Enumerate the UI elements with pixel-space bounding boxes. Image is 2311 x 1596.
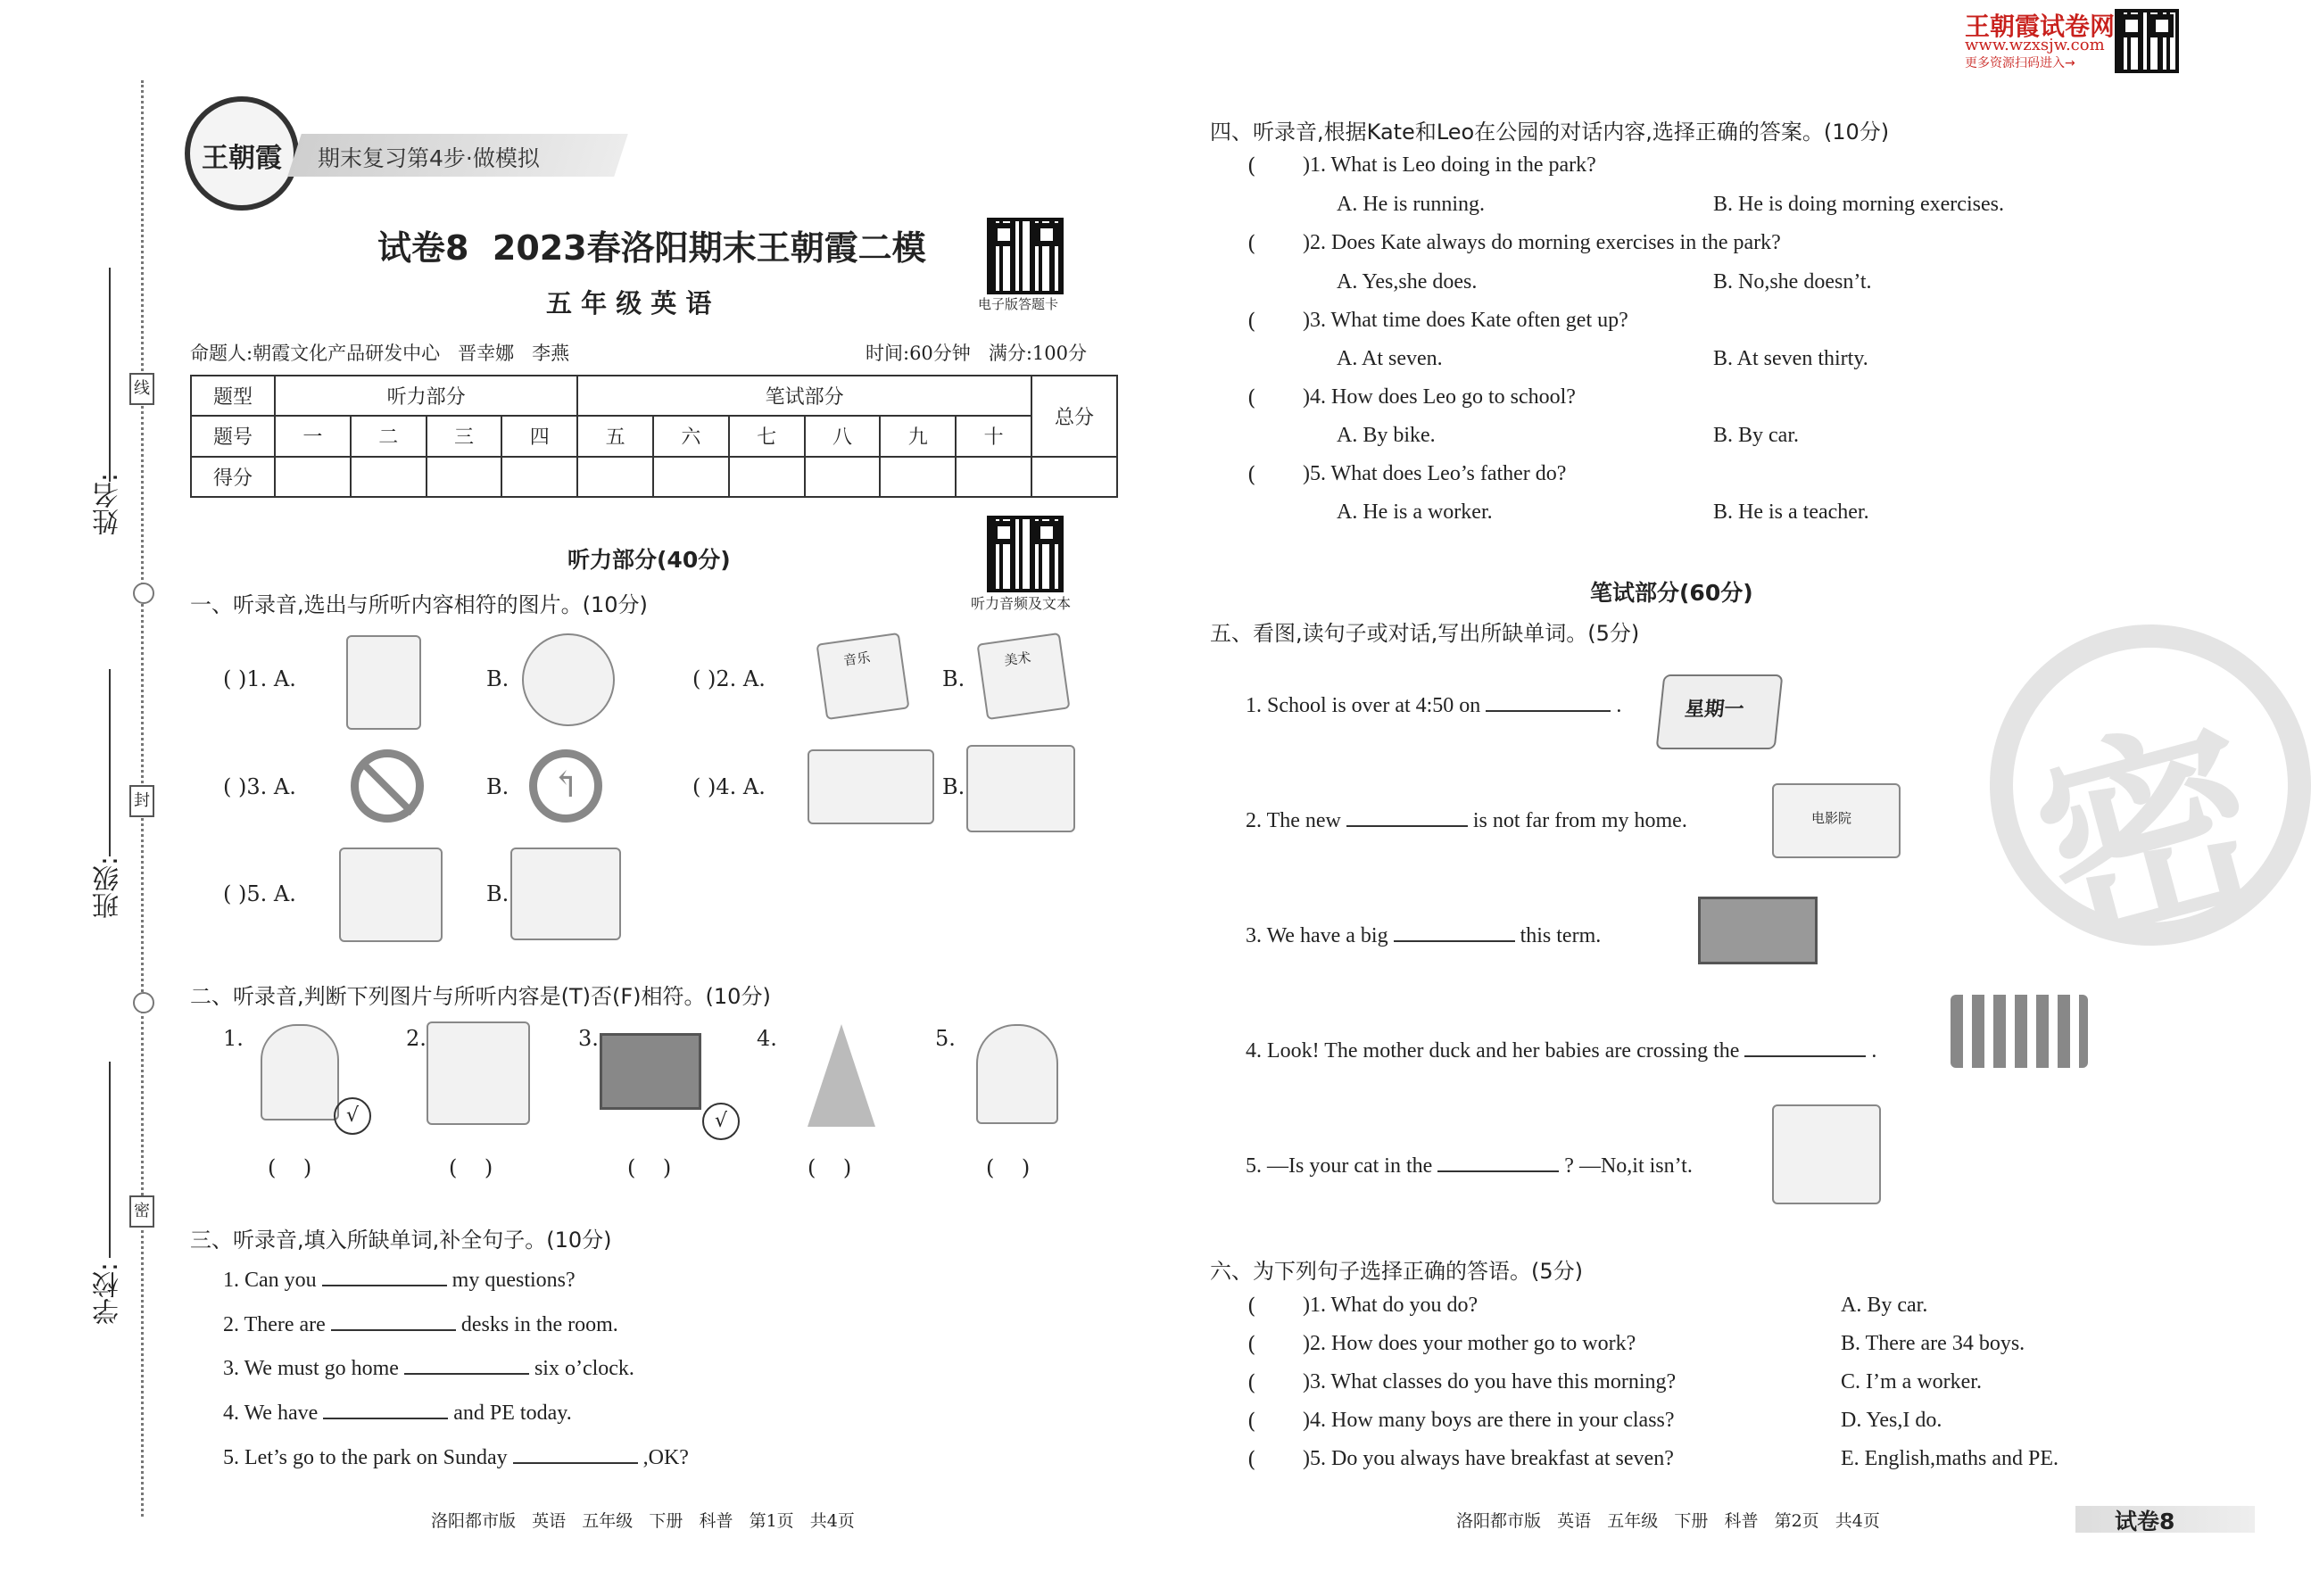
margin-box-char-3: 密 — [129, 1195, 154, 1228]
section4-title: 四、听录音,根据Kate和Leo在公园的对话内容,选择正确的答案。(10分) — [1210, 120, 1890, 145]
s3-line-4-end: and PE today. — [453, 1402, 572, 1425]
s5-line-4-start: 4. Look! The mother duck and her babies are crossing the — [1246, 1039, 1740, 1063]
score-table-number: 八 — [805, 416, 881, 456]
turn-left-sign-icon: ↰ — [529, 749, 602, 823]
score-cell[interactable] — [880, 457, 956, 497]
s6-open-paren-5: ( — [1247, 1447, 1256, 1472]
s4-option-2b: B. No,she doesn’t. — [1713, 270, 1872, 294]
s2-check-mark-3: √ — [702, 1103, 740, 1140]
school-building-picture — [808, 749, 934, 824]
site-hint: 更多资源扫码进入→ — [1965, 56, 2075, 70]
s4-option-1a: A. He is running. — [1337, 193, 1485, 216]
eiffel-tower-picture — [808, 1024, 875, 1127]
girl-cooking-picture — [427, 1021, 530, 1125]
blackboard-picture — [1698, 897, 1818, 964]
s4-option-3a: A. At seven. — [1337, 347, 1443, 370]
s4-option-4b: B. By car. — [1713, 424, 1799, 447]
s5-line-2 — [1246, 809, 1687, 833]
seal-watermark-char: 密 — [2014, 689, 2286, 986]
s6-answer-a: A. By car. — [1841, 1294, 1928, 1317]
cinema-text: 电影院 — [1811, 810, 1852, 826]
music-book-picture — [816, 633, 909, 720]
audio-qr-label: 听力音频及文本 — [971, 595, 1072, 612]
listening-heading: 听力部分(40分) — [567, 547, 731, 573]
hospital-building-picture — [966, 745, 1075, 832]
s5-line-1-start: 1. School is over at 4:50 on — [1246, 694, 1481, 717]
s3-line-2-end: desks in the room. — [460, 1313, 618, 1336]
s2-check-mark-1: √ — [334, 1097, 371, 1135]
section6-title: 六、为下列句子选择正确的答语。(5分) — [1210, 1259, 1583, 1284]
s4-open-paren-5: ( — [1247, 462, 1256, 487]
class-line — [109, 669, 111, 856]
s3-line-5-start: 5. Let’s go to the park on Sunday — [223, 1446, 508, 1469]
site-qr-code[interactable] — [2115, 9, 2179, 73]
s5-line-2-start: 2. The new — [1246, 809, 1341, 832]
footer-right: 洛阳都市版 英语 五年级 下册 科普 第2页 共4页 — [1456, 1511, 1880, 1531]
s1-item2-b: B. — [942, 666, 965, 691]
s4-question-3: )3. What time does Kate often get up? — [1303, 309, 1628, 332]
footer-left: 洛阳都市版 英语 五年级 下册 科普 第1页 共4页 — [431, 1511, 855, 1531]
section5-title: 五、看图,读句子或对话,写出所缺单词。(5分) — [1210, 621, 1640, 646]
cycling-boy-picture — [522, 633, 615, 726]
writing-heading: 笔试部分(60分) — [1590, 580, 1753, 606]
score-cell[interactable] — [501, 457, 577, 497]
walking-man-picture — [346, 635, 421, 730]
authors-line: 命题人:朝霞文化产品研发中心 晋幸娜 李燕 — [190, 343, 570, 364]
score-table-header-total: 总分 — [1031, 376, 1117, 457]
s4-option-3b: B. At seven thirty. — [1713, 347, 1868, 370]
s1-item4-a: ( )4. A. — [692, 774, 766, 799]
page-subtitle: 五 年 级 英 语 — [546, 288, 712, 318]
s4-option-1b: B. He is doing morning exercises. — [1713, 193, 2004, 216]
seal-watermark — [1990, 624, 2311, 986]
score-cell[interactable] — [729, 457, 805, 497]
s6-answer-e: E. English,maths and PE. — [1841, 1447, 2058, 1470]
score-table-number: 三 — [427, 416, 502, 456]
score-cell[interactable] — [653, 457, 729, 497]
school-label: 学校: — [93, 1262, 124, 1326]
s4-open-paren-4: ( — [1247, 385, 1256, 410]
s4-option-5a: A. He is a worker. — [1337, 500, 1493, 524]
s3-line-1-start: 1. Can you — [223, 1269, 317, 1292]
s5-line-5-start: 5. —Is your cat in the — [1246, 1154, 1433, 1178]
s5-answer-blank-4[interactable] — [1744, 1055, 1866, 1057]
s1-item3-b: B. — [486, 774, 509, 799]
score-table-header-type: 题型 — [191, 376, 275, 416]
kitchen-picture — [1772, 1104, 1881, 1204]
cinema-building-picture — [1772, 783, 1901, 858]
s3-line-5 — [223, 1446, 689, 1470]
name-line — [109, 268, 111, 482]
s6-answer-c: C. I’m a worker. — [1841, 1370, 1982, 1393]
s4-question-5: )5. What does Leo’s father do? — [1303, 462, 1567, 485]
s1-item5-a: ( )5. A. — [223, 881, 296, 906]
score-table-number-label: 题号 — [191, 416, 275, 456]
s3-answer-blank-2[interactable] — [331, 1329, 456, 1331]
s2-number-5: 5. — [935, 1026, 956, 1051]
score-table-score-label: 得分 — [191, 457, 275, 497]
s6-question-1: )1. What do you do? — [1303, 1294, 1479, 1317]
art-book-picture — [976, 633, 1070, 720]
s6-answer-d: D. Yes,I do. — [1841, 1409, 1942, 1432]
s2-paren-5: ( ) — [986, 1155, 1031, 1180]
score-cell[interactable] — [956, 457, 1031, 497]
footer-tag: 试卷8 — [2115, 1509, 2175, 1534]
s2-paren-3: ( ) — [627, 1155, 672, 1180]
s3-line-1 — [223, 1269, 576, 1293]
s3-line-4 — [223, 1402, 572, 1426]
s5-line-5-end: ? —No,it isn’t. — [1564, 1154, 1693, 1178]
s2-paren-4: ( ) — [808, 1155, 852, 1180]
s3-line-3 — [223, 1357, 634, 1381]
s4-open-paren-2: ( — [1247, 231, 1256, 256]
s4-question-4: )4. How does Leo go to school? — [1303, 385, 1576, 409]
calendar-text: 星期一 — [1683, 699, 1745, 721]
s5-line-3-start: 3. We have a big — [1246, 924, 1388, 947]
score-cell[interactable] — [1031, 457, 1117, 497]
s2-paren-1: ( ) — [268, 1155, 312, 1180]
s4-option-2a: A. Yes,she does. — [1337, 270, 1478, 294]
class-label: 班级: — [93, 856, 124, 920]
zebra-crossing-picture — [1951, 995, 2088, 1068]
s5-answer-blank-1[interactable] — [1486, 710, 1611, 712]
score-cell[interactable] — [275, 457, 351, 497]
audio-qr-code[interactable] — [987, 516, 1064, 592]
s2-number-1: 1. — [223, 1026, 244, 1051]
s6-open-paren-4: ( — [1247, 1409, 1256, 1434]
answer-card-qr-label: 电子版答题卡 — [978, 296, 1059, 312]
s6-question-5: )5. Do you always have breakfast at seven? — [1303, 1447, 1674, 1470]
page-title: 试卷8 2023春洛阳期末王朝霞二模 — [377, 228, 926, 268]
score-table-number: 二 — [351, 416, 427, 456]
margin-box-char-1: 线 — [129, 373, 154, 405]
s6-answer-b: B. There are 34 boys. — [1841, 1332, 2025, 1355]
score-table-header-writing: 笔试部分 — [577, 376, 1031, 416]
s3-line-2 — [223, 1313, 618, 1337]
s1-item5-b: B. — [486, 881, 509, 906]
s4-open-paren-3: ( — [1247, 309, 1256, 334]
s4-option-5b: B. He is a teacher. — [1713, 500, 1869, 524]
s5-line-5 — [1246, 1154, 1693, 1178]
s1-item1-b: B. — [486, 666, 509, 691]
s3-answer-blank-5[interactable] — [513, 1462, 638, 1464]
score-table — [190, 375, 1118, 498]
s6-question-4: )4. How many boys are there in your class? — [1303, 1409, 1675, 1432]
step-banner-text: 期末复习第4步·做模拟 — [318, 145, 540, 171]
site-url: www.wzxsjw.com — [1965, 36, 2105, 54]
s6-open-paren-2: ( — [1247, 1332, 1256, 1357]
s3-answer-blank-1[interactable] — [322, 1285, 447, 1286]
s6-question-2: )2. How does your mother go to work? — [1303, 1332, 1636, 1355]
s2-paren-2: ( ) — [449, 1155, 493, 1180]
girl-with-clock-picture — [339, 848, 443, 942]
s4-open-paren-1: ( — [1247, 153, 1256, 178]
score-table-number: 九 — [880, 416, 956, 456]
s6-question-3: )3. What classes do you have this morning? — [1303, 1370, 1677, 1393]
s5-line-1 — [1246, 694, 1621, 718]
s4-question-1: )1. What is Leo doing in the park? — [1303, 153, 1596, 177]
score-cell[interactable] — [805, 457, 881, 497]
margin-hole-1 — [133, 583, 154, 604]
margin-box-char-2: 封 — [129, 785, 154, 817]
score-table-number: 四 — [501, 416, 577, 456]
no-left-turn-slash — [360, 760, 415, 815]
s3-answer-blank-3[interactable] — [404, 1373, 529, 1375]
margin-hole-2 — [133, 992, 154, 1013]
s3-line-4-start: 4. We have — [223, 1402, 319, 1425]
name-label: 姓名: — [93, 473, 124, 536]
electric-fan-picture — [261, 1024, 339, 1121]
s3-line-1-end: my questions? — [451, 1269, 576, 1292]
s3-line-5-end: ,OK? — [642, 1446, 689, 1469]
s4-option-4a: A. By bike. — [1337, 424, 1436, 447]
score-table-number: 十 — [956, 416, 1031, 456]
section2-title: 二、听录音,判断下列图片与所听内容是(T)否(F)相符。(10分) — [190, 984, 771, 1009]
score-cell[interactable] — [577, 457, 653, 497]
time-score-line: 时间:60分钟 满分:100分 — [866, 343, 1087, 364]
s5-answer-blank-3[interactable] — [1394, 940, 1515, 942]
section3-title: 三、听录音,填入所缺单词,补全句子。(10分) — [190, 1228, 612, 1253]
s5-line-4 — [1246, 1039, 1876, 1063]
brand-logo-text: 王朝霞 — [202, 143, 282, 174]
score-cell[interactable] — [351, 457, 427, 497]
score-table-header-listening: 听力部分 — [275, 376, 577, 416]
s1-item1-a: ( )1. A. — [223, 666, 296, 691]
section1-title: 一、听录音,选出与所听内容相符的图片。(10分) — [190, 592, 648, 617]
s5-line-3-end: this term. — [1520, 924, 1602, 947]
school-line — [109, 1062, 111, 1258]
s5-line-3 — [1246, 924, 1601, 948]
brand-logo-badge — [185, 96, 299, 211]
s3-line-2-start: 2. There are — [223, 1313, 326, 1336]
music-book-word: 音乐 — [842, 649, 872, 669]
score-table-number: 五 — [577, 416, 653, 456]
s5-answer-blank-2[interactable] — [1346, 825, 1468, 827]
s2-number-3: 3. — [578, 1026, 599, 1051]
calendar-picture — [1656, 674, 1784, 749]
score-table-number: 一 — [275, 416, 351, 456]
score-table-number: 七 — [729, 416, 805, 456]
s2-number-2: 2. — [406, 1026, 427, 1051]
s4-question-2: )2. Does Kate always do morning exercises in the park? — [1303, 231, 1781, 254]
s5-line-1-end: . — [1616, 694, 1622, 717]
s3-line-3-start: 3. We must go home — [223, 1357, 399, 1380]
no-left-turn-sign-icon — [351, 749, 424, 823]
s1-item2-a: ( )2. A. — [692, 666, 766, 691]
s1-item3-a: ( )3. A. — [223, 774, 296, 799]
s5-line-4-end: . — [1871, 1039, 1877, 1063]
boy-with-clock-picture — [510, 848, 621, 940]
doctor-with-mask-picture — [976, 1024, 1058, 1124]
s5-line-2-end: is not far from my home. — [1472, 809, 1687, 832]
art-book-word: 美术 — [1003, 649, 1032, 669]
answer-card-qr-code[interactable] — [987, 218, 1064, 294]
s5-answer-blank-5[interactable] — [1437, 1170, 1559, 1172]
score-cell[interactable] — [427, 457, 502, 497]
s3-line-3-end: six o’clock. — [534, 1357, 634, 1380]
s2-number-4: 4. — [757, 1026, 777, 1051]
s6-open-paren-1: ( — [1247, 1294, 1256, 1319]
s6-open-paren-3: ( — [1247, 1370, 1256, 1395]
s3-answer-blank-4[interactable] — [323, 1418, 448, 1419]
score-table-number: 六 — [653, 416, 729, 456]
teacher-blackboard-picture — [600, 1033, 701, 1110]
site-title: 王朝霞试卷网 — [1965, 12, 2116, 41]
s1-item4-b: B. — [942, 774, 965, 799]
